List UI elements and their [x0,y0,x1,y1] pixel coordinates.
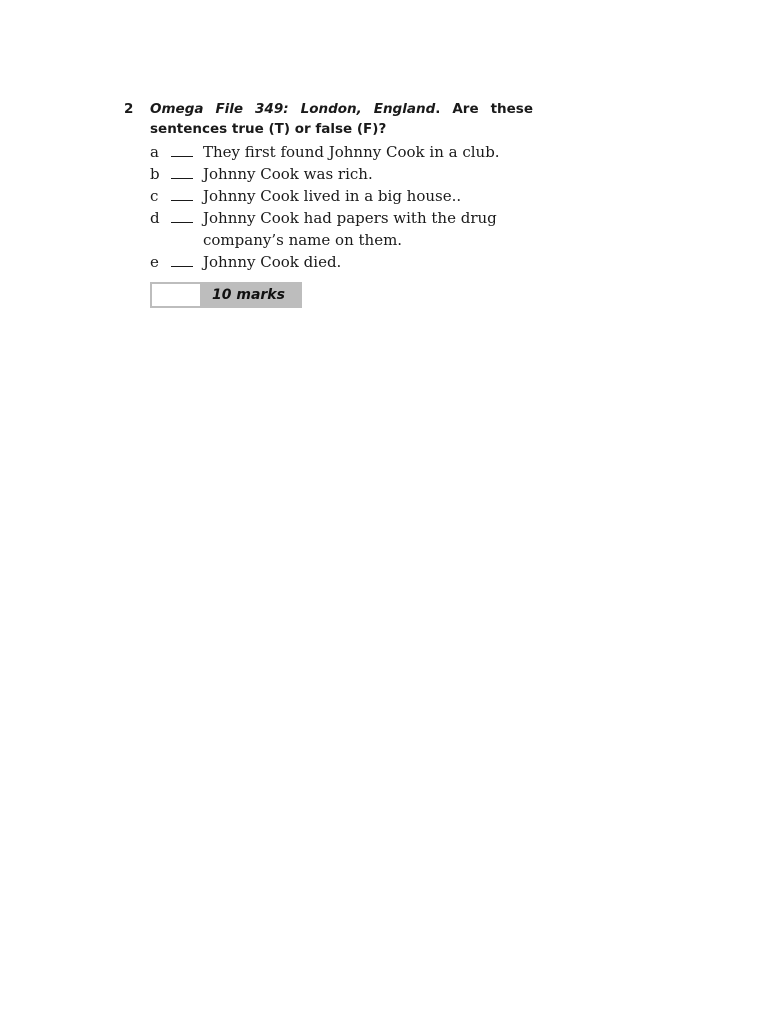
statement-text: Johnny Cook had papers with the drug company’s name on them. [203,209,497,249]
statement-text: Johnny Cook died. [203,253,342,271]
statement-letter: c [150,187,159,205]
statement-text: Johnny Cook lived in a big house.. [203,187,462,205]
statement-list [150,141,544,273]
statement-letter: e [150,253,159,271]
statement-letter: d [150,209,160,227]
marks-label: 10 marks [212,287,285,303]
answer-blank-a[interactable] [171,141,193,157]
statement-item-b [150,163,544,185]
question-title-end: . [435,101,441,117]
statement-item-e [150,251,544,273]
answer-blank-b[interactable] [171,163,193,179]
statement-text: Johnny Cook was rich. [203,165,373,183]
statement-letter: b [150,165,160,183]
statement-item-a [150,141,544,163]
question-number: 2 [124,101,134,117]
question-title: Omega File 349: London, England [150,101,436,117]
instruction-text-2: sentences true (T) or false (F)? [150,121,387,137]
marks-box [150,282,302,308]
score-field[interactable] [152,284,200,306]
answer-blank-c[interactable] [171,185,193,201]
statement-item-d [150,207,544,251]
question-instruction [150,99,533,139]
statement-letter: a [150,143,159,161]
statement-item-c [150,185,544,207]
answer-blank-d[interactable] [171,207,193,223]
exercise-2 [124,99,544,308]
statement-text: They first found Johnny Cook in a club. [203,143,500,161]
instruction-text-1: Are these [440,101,533,117]
question-heading [124,99,544,139]
answer-blank-e[interactable] [171,251,193,267]
